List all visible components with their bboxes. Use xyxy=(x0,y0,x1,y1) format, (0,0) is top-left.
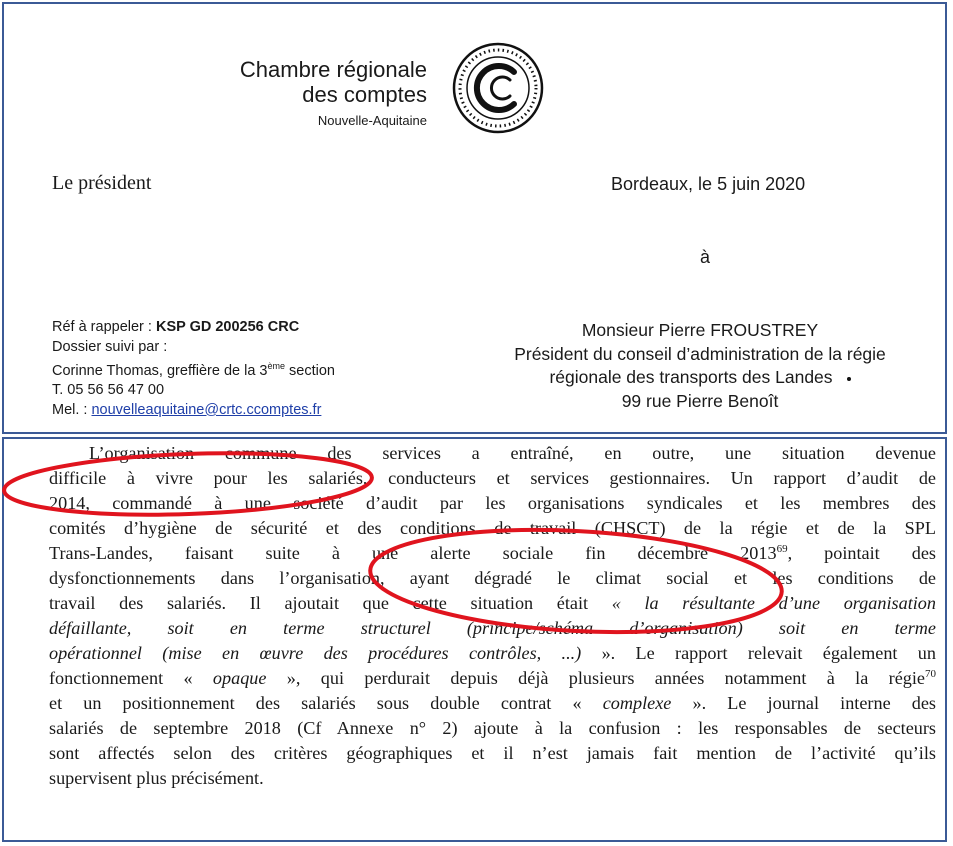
excerpt-text: travail des salariés. Il ajoutait que cette situation était xyxy=(49,593,612,613)
recipient-title-1: Président du conseil d’administration de la régie xyxy=(514,343,886,364)
stray-dot xyxy=(847,377,851,381)
footnote-ref: 69 xyxy=(776,543,788,555)
reference-line xyxy=(52,318,335,338)
excerpt-line xyxy=(49,591,936,616)
excerpt-text: fonctionnement « xyxy=(49,668,213,688)
excerpt-line xyxy=(49,616,936,641)
phone-line: T. 05 56 56 47 00 xyxy=(52,382,165,399)
recipient-block xyxy=(470,319,930,413)
section-word: section xyxy=(285,362,335,379)
reference-label: Réf à rappeler : xyxy=(52,319,156,335)
sender-title: Le président xyxy=(52,172,152,194)
excerpt-text: et un positionnement des salariés sous double contrat « xyxy=(49,693,603,713)
reference-block xyxy=(52,318,335,420)
reference-value: KSP GD 200256 CRC xyxy=(155,319,300,335)
letter-date: Bordeaux, le 5 juin 2020 xyxy=(611,174,806,194)
quote-text: complexe xyxy=(602,693,672,713)
email-line xyxy=(52,401,335,421)
org-region: Nouvelle-Aquitaine xyxy=(317,113,427,128)
quote-text: opaque xyxy=(212,668,267,688)
email-link[interactable]: nouvelleaquitaine@crtc.ccomptes.fr xyxy=(91,401,322,418)
excerpt-line xyxy=(49,691,936,716)
excerpt-line: salariés de septembre 2018 (Cf Annexe n° 2) ajoute à la confusion : les responsables de secteurs xyxy=(49,718,936,738)
followed-by-line: Dossier suivi par : xyxy=(52,338,168,355)
footnote-ref: 70 xyxy=(925,668,936,680)
org-line-1: Chambre régionale xyxy=(239,57,427,82)
excerpt-text: ». Le rapport relevait également un xyxy=(601,643,936,663)
excerpt-line: comités d’hygiène de sécurité et des conditions de travail (CHSCT) de la régie et de la SPL xyxy=(49,518,936,538)
excerpt-line: sont affectés selon des critères géographiques et il n’est jamais fait mention de l’activité qu’ils xyxy=(49,743,936,763)
excerpt-line: difficile à vivre pour les salariés, conducteurs et services gestionnaires. Un rapport d’audit de xyxy=(49,468,936,488)
excerpt-line: supervisent plus précisément. xyxy=(49,768,264,788)
report-excerpt xyxy=(49,441,936,791)
excerpt-line: L’organisation commune des services a entraîné, en outre, une situation devenue xyxy=(89,443,936,463)
excerpt-line xyxy=(49,541,936,566)
quote-text: défaillante, soit en terme structurel (principe/schéma d’organisation) soit en terme xyxy=(49,618,936,638)
email-label: Mel. : xyxy=(52,401,92,418)
excerpt-line xyxy=(49,641,936,666)
excerpt-text: ». Le journal interne des xyxy=(671,693,936,713)
crc-seal-icon xyxy=(452,42,544,134)
quote-text: « la résultante d’une organisation xyxy=(611,593,936,613)
organization-name xyxy=(240,57,427,128)
section-ordinal: ème xyxy=(267,361,285,371)
excerpt-line: 2014, commandé à une société d’audit par les organisations syndicales et les membres des xyxy=(49,493,936,513)
recipient-title-2-line xyxy=(470,366,930,390)
excerpt-text: », qui perdurait depuis déjà plusieurs années notamment à la régie xyxy=(266,668,925,688)
excerpt-line: dysfonctionnements dans l’organisation, ayant dégradé le climat social et les conditions de xyxy=(49,568,936,588)
excerpt-text: Trans-Landes, faisant suite à une alerte sociale fin décembre 2013 xyxy=(49,543,777,563)
excerpt-text: , pointait des xyxy=(787,543,936,563)
excerpt-line xyxy=(49,666,936,691)
recipient-address: 99 rue Pierre Benoît xyxy=(621,390,779,411)
org-line-2: des comptes xyxy=(302,82,427,107)
recipient-name: Monsieur Pierre FROUSTREY xyxy=(581,320,819,340)
contact-person: Corinne Thomas, greffière de la 3 xyxy=(52,362,268,379)
quote-text: opérationnel (mise en œuvre des procédures contrôles, ...) xyxy=(49,643,602,663)
recipient-title-2: régionale des transports des Landes xyxy=(549,367,833,387)
contact-person-line xyxy=(52,357,335,381)
recipient-preposition: à xyxy=(700,247,711,267)
